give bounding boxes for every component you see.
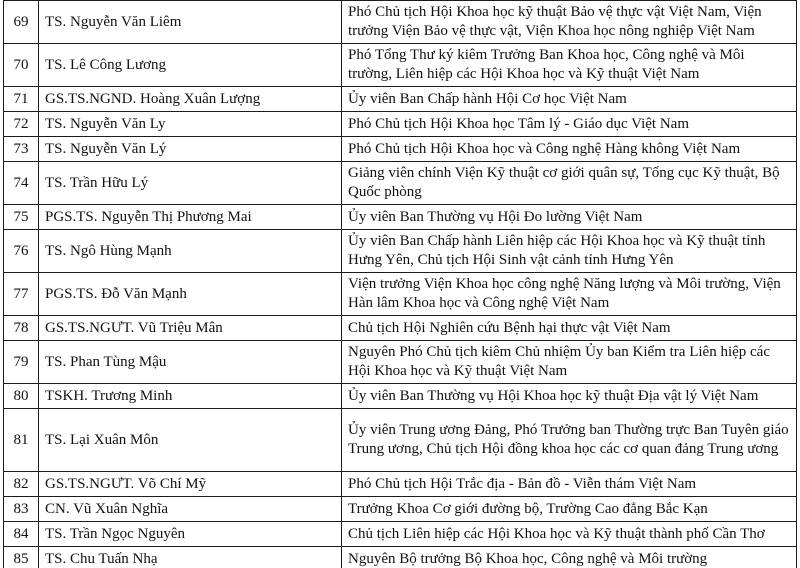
- member-position: Ủy viên Trung ương Đảng, Phó Trưởng ban Thường trực Ban Tuyên giáo Trung ương, Chủ tịch Hội đồng khoa học các cơ quan đảng Trung ương: [342, 409, 797, 472]
- row-number: 81: [4, 409, 39, 472]
- table-row: [4, 472, 797, 497]
- row-number: 72: [4, 112, 39, 137]
- member-name: TS. Chu Tuấn Nhạ: [39, 547, 342, 568]
- table-row: [4, 384, 797, 409]
- member-position: Trưởng Khoa Cơ giới đường bộ, Trường Cao đẳng Bắc Kạn: [342, 497, 797, 522]
- member-position: Chủ tịch Hội Nghiên cứu Bệnh hại thực vật Việt Nam: [342, 316, 797, 341]
- table-row: [4, 162, 797, 205]
- member-position: Ủy viên Ban Chấp hành Hội Cơ học Việt Nam: [342, 87, 797, 112]
- member-name: TS. Lê Công Lương: [39, 44, 342, 87]
- table-row: [4, 497, 797, 522]
- member-name: TS. Ngô Hùng Mạnh: [39, 230, 342, 273]
- member-position: Ủy viên Ban Thường vụ Hội Khoa học kỹ thuật Địa vật lý Việt Nam: [342, 384, 797, 409]
- row-number: 70: [4, 44, 39, 87]
- member-name: PGS.TS. Đỗ Văn Mạnh: [39, 273, 342, 316]
- table-row: [4, 87, 797, 112]
- table-row: [4, 273, 797, 316]
- member-position: Phó Chủ tịch Hội Trắc địa - Bản đồ - Viễn thám Việt Nam: [342, 472, 797, 497]
- table-row: [4, 341, 797, 384]
- member-position: Giảng viên chính Viện Kỹ thuật cơ giới quân sự, Tổng cục Kỹ thuật, Bộ Quốc phòng: [342, 162, 797, 205]
- table-row: [4, 522, 797, 547]
- member-table-body: [4, 1, 797, 568]
- member-position: Viện trưởng Viện Khoa học công nghệ Năng lượng và Môi trường, Viện Hàn lâm Khoa học và Công nghệ Việt Nam: [342, 273, 797, 316]
- member-name: TS. Nguyễn Văn Lý: [39, 137, 342, 162]
- row-number: 77: [4, 273, 39, 316]
- row-number: 79: [4, 341, 39, 384]
- row-number: 83: [4, 497, 39, 522]
- row-number: 76: [4, 230, 39, 273]
- member-name: TS. Phan Tùng Mậu: [39, 341, 342, 384]
- table-row: [4, 1, 797, 44]
- member-position: Phó Tổng Thư ký kiêm Trưởng Ban Khoa học, Công nghệ và Môi trường, Liên hiệp các Hội Khoa học và Kỹ thuật Việt Nam: [342, 44, 797, 87]
- member-position: Nguyên Phó Chủ tịch kiêm Chủ nhiệm Ủy ban Kiểm tra Liên hiệp các Hội Khoa học và Kỹ thuật Việt Nam: [342, 341, 797, 384]
- row-number: 84: [4, 522, 39, 547]
- member-position: Nguyên Bộ trưởng Bộ Khoa học, Công nghệ và Môi trường: [342, 547, 797, 568]
- member-name: GS.TS.NGƯT. Vũ Triệu Mân: [39, 316, 342, 341]
- row-number: 73: [4, 137, 39, 162]
- member-position: Phó Chủ tịch Hội Khoa học Tâm lý - Giáo dục Việt Nam: [342, 112, 797, 137]
- table-row: [4, 547, 797, 568]
- member-table: [3, 0, 797, 568]
- member-name: TS. Nguyễn Văn Ly: [39, 112, 342, 137]
- row-number: 85: [4, 547, 39, 568]
- member-name: GS.TS.NGƯT. Võ Chí Mỹ: [39, 472, 342, 497]
- member-name: TS. Trần Ngọc Nguyên: [39, 522, 342, 547]
- row-number: 80: [4, 384, 39, 409]
- member-position: Phó Chủ tịch Hội Khoa học kỹ thuật Bảo vệ thực vật Việt Nam, Viện trưởng Viện Bảo vệ thực vật, Viện Khoa học nông nghiệp Việt Nam: [342, 1, 797, 44]
- table-row: [4, 230, 797, 273]
- row-number: 75: [4, 205, 39, 230]
- member-name: PGS.TS. Nguyễn Thị Phương Mai: [39, 205, 342, 230]
- row-number: 74: [4, 162, 39, 205]
- member-name: TSKH. Trương Minh: [39, 384, 342, 409]
- row-number: 69: [4, 1, 39, 44]
- row-number: 78: [4, 316, 39, 341]
- table-row: [4, 409, 797, 472]
- row-number: 71: [4, 87, 39, 112]
- member-position: Chủ tịch Liên hiệp các Hội Khoa học và Kỹ thuật thành phố Cần Thơ: [342, 522, 797, 547]
- table-row: [4, 137, 797, 162]
- member-position: Phó Chủ tịch Hội Khoa học và Công nghệ Hàng không Việt Nam: [342, 137, 797, 162]
- member-name: CN. Vũ Xuân Nghĩa: [39, 497, 342, 522]
- member-name: TS. Trần Hữu Lý: [39, 162, 342, 205]
- table-row: [4, 316, 797, 341]
- member-position: Ủy viên Ban Thường vụ Hội Đo lường Việt Nam: [342, 205, 797, 230]
- member-name: GS.TS.NGND. Hoàng Xuân Lượng: [39, 87, 342, 112]
- member-name: TS. Lại Xuân Môn: [39, 409, 342, 472]
- table-row: [4, 205, 797, 230]
- row-number: 82: [4, 472, 39, 497]
- table-row: [4, 44, 797, 87]
- member-name: TS. Nguyễn Văn Liêm: [39, 1, 342, 44]
- table-row: [4, 112, 797, 137]
- member-position: Ủy viên Ban Chấp hành Liên hiệp các Hội Khoa học và Kỹ thuật tỉnh Hưng Yên, Chủ tịch Hội Sinh vật cảnh tỉnh Hưng Yên: [342, 230, 797, 273]
